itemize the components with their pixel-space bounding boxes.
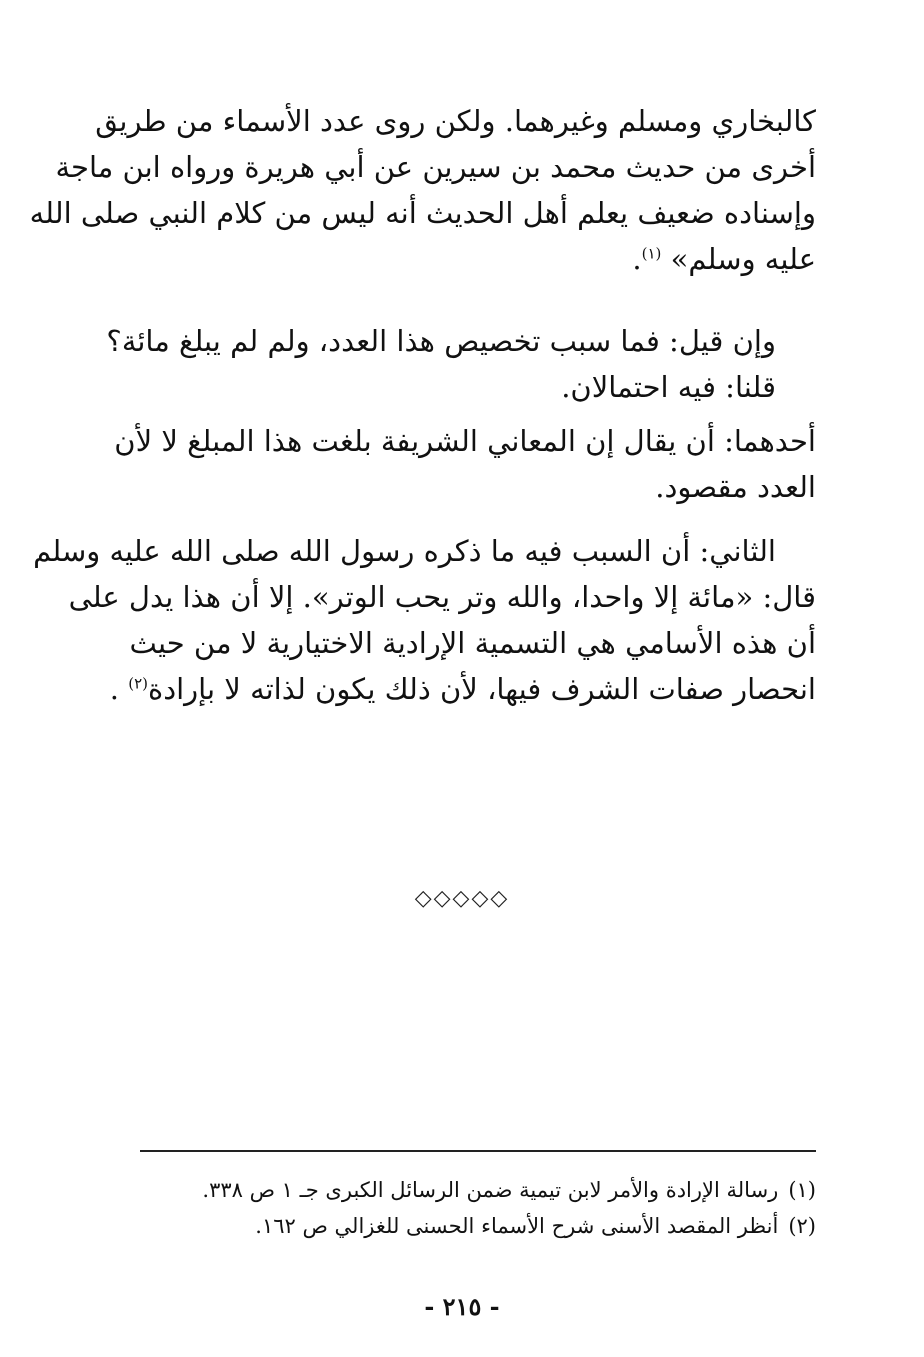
footnote-text: أنظر المقصد الأسنى شرح الأسماء الحسنى للغزالي ص ١٦٢.	[255, 1214, 779, 1238]
footnote-divider	[140, 1150, 816, 1152]
text-fragment: عليه وسلم»	[670, 242, 816, 276]
footnote-number: (٢)	[788, 1214, 816, 1238]
text-line: أخرى من حديث محمد بن سيرين عن أبي هريرة ورواه ابن ماجة	[55, 150, 816, 184]
footnotes	[140, 1172, 816, 1244]
text-line: قال: «مائة إلا واحدا، والله وتر يحب الوتر». إلا أن هذا يدل على	[68, 580, 816, 614]
text-line: أن هذه الأسامي هي التسمية الإرادية الاختيارية لا من حيث	[129, 626, 816, 660]
footnote-reference-1: (١)	[641, 244, 662, 263]
footnote-text: رسالة الإرادة والأمر لابن تيمية ضمن الرسائل الكبرى جـ ١ ص ٣٣٨.	[202, 1178, 779, 1202]
footnote-reference-2: (٢)	[128, 674, 149, 693]
paragraph-2	[106, 318, 816, 410]
paragraph-3	[114, 418, 816, 510]
footnote-1	[140, 1172, 816, 1208]
footnote-2	[140, 1208, 816, 1244]
text-line	[109, 666, 816, 712]
text-line: العدد مقصود.	[655, 470, 816, 504]
section-separator-diamonds: ◇◇◇◇◇	[414, 886, 510, 911]
text-line: كالبخاري ومسلم وغيرهما. ولكن روى عدد الأسماء من طريق	[95, 104, 816, 138]
text-fragment: انحصار صفات الشرف فيها، لأن ذلك يكون لذاته لا بإرادة	[148, 672, 816, 706]
text-line	[138, 236, 816, 282]
page-number: - ٢١٥ -	[424, 1292, 500, 1321]
text-line: قلنا: فيه احتمالان.	[561, 370, 776, 404]
text-line: أحدهما: أن يقال إن المعاني الشريفة بلغت هذا المبلغ لا لأن	[114, 424, 816, 458]
text-line: الثاني: أن السبب فيه ما ذكره رسول الله صلى الله عليه وسلم	[33, 534, 776, 568]
text-line: وإسناده ضعيف يعلم أهل الحديث أنه ليس من كلام النبي صلى الله	[29, 196, 816, 230]
paragraph-4	[33, 528, 816, 712]
text-line: وإن قيل: فما سبب تخصيص هذا العدد، ولم لم يبلغ مائة؟	[106, 324, 776, 358]
paragraph-1	[29, 98, 816, 282]
text-fragment: .	[109, 672, 120, 706]
text-fragment: .	[632, 242, 642, 276]
footnote-number: (١)	[788, 1178, 816, 1202]
